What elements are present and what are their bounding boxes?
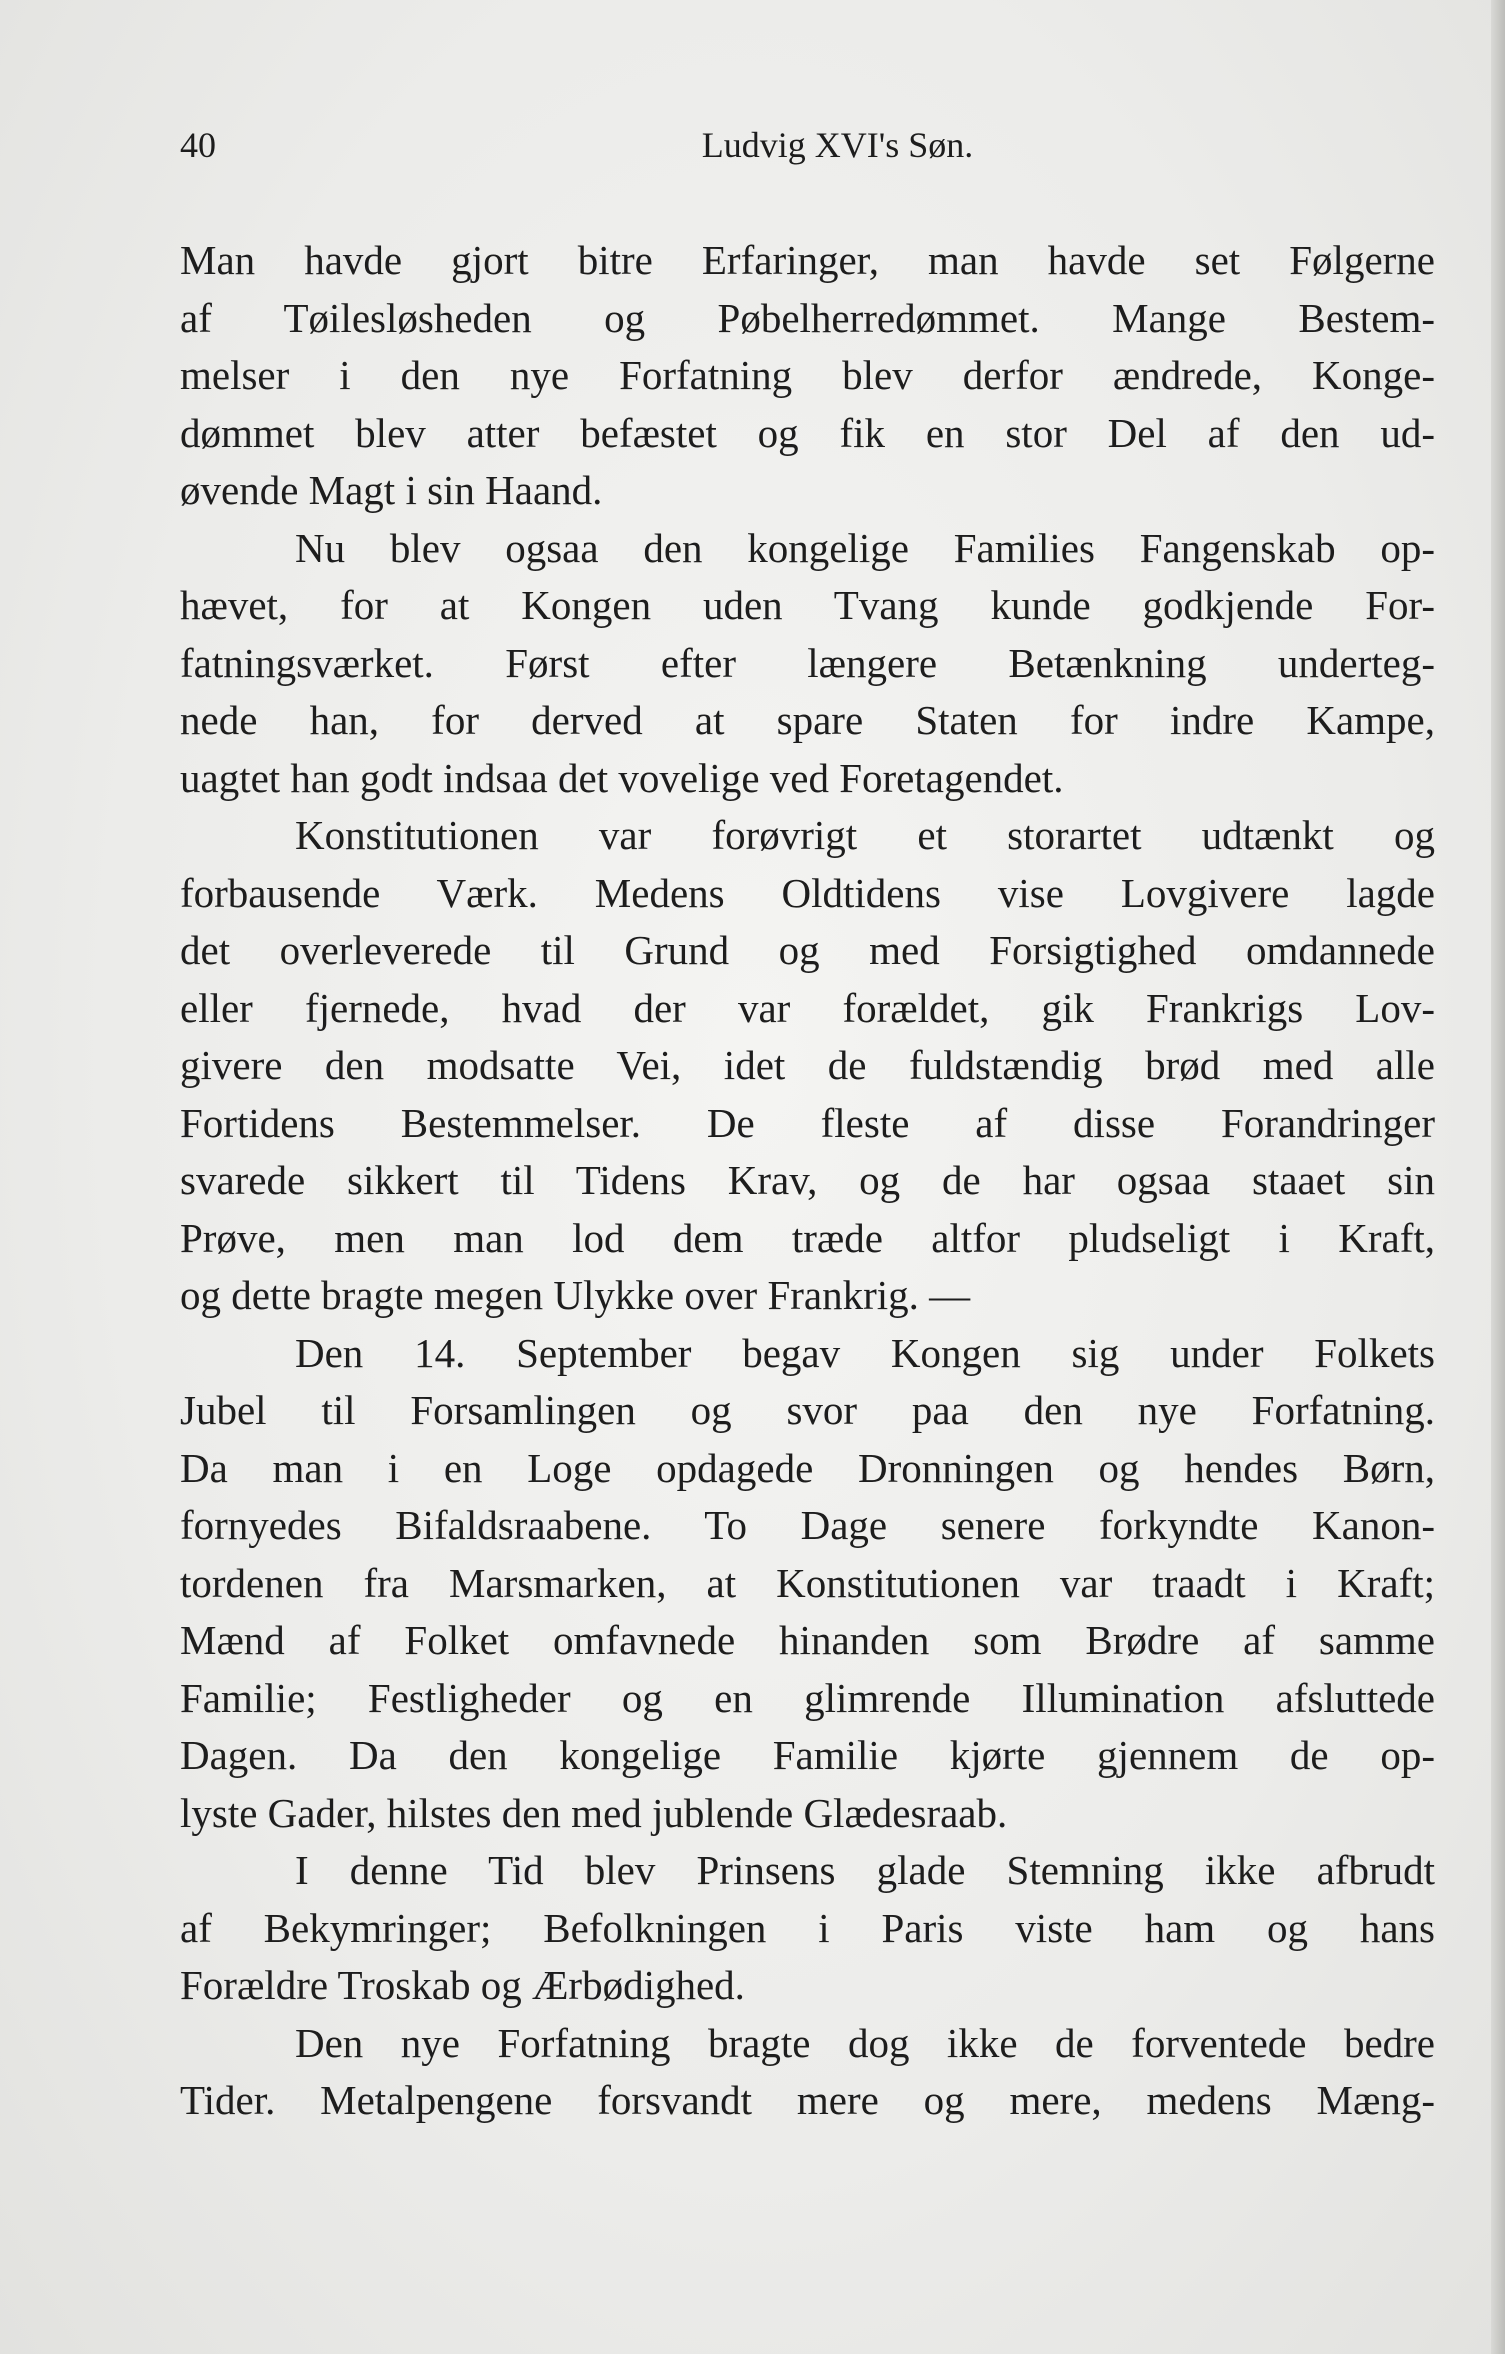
text-line: Prøve, men man lod dem træde altfor pludseligt i Kraft,	[180, 1214, 1435, 1261]
text-line: fornyedes Bifaldsraabene. To Dage senere forkyndte Kanon-	[180, 1502, 1435, 1548]
text-line: svarede sikkert til Tidens Krav, og de har ogsaa staaet sin	[180, 1157, 1435, 1203]
text-line: Da man i en Loge opdagede Dronningen og hendes Børn,	[180, 1444, 1435, 1491]
body-text	[180, 232, 1435, 2130]
text-line: Dagen. Da den kongelige Familie kjørte gjennem de op-	[180, 1732, 1435, 1778]
text-line: nede han, for derved at spare Staten for indre Kampe,	[180, 697, 1435, 743]
text-line: Nu blev ogsaa den kongelige Families Fangenskab op-	[295, 524, 1435, 571]
text-line: I denne Tid blev Prinsens glade Stemning ikke afbrudt	[295, 1847, 1435, 1893]
text-line: Man havde gjort bitre Erfaringer, man havde set Følgerne	[180, 237, 1435, 283]
text-line: det overleverede til Grund og med Forsigtighed omdannede	[180, 927, 1435, 973]
text-line: givere den modsatte Vei, idet de fuldstændig brød med alle	[180, 1042, 1435, 1088]
text-line: fatningsværket. Først efter længere Betænkning underteg-	[180, 639, 1435, 686]
text-line: Familie; Festligheder og en glimrende Illumination afsluttede	[180, 1674, 1435, 1721]
text-line: Den nye Forfatning bragte dog ikke de forventede bedre	[295, 2019, 1435, 2066]
text-line: lyste Gader, hilstes den med jublende Glædesraab.	[180, 1789, 1008, 1836]
text-line: Tider. Metalpengene forsvandt mere og mere, medens Mæng-	[180, 2077, 1435, 2123]
text-line: Den 14. September begav Kongen sig under Folkets	[295, 1329, 1435, 1376]
text-line: Mænd af Folket omfavnede hinanden som Brødre af samme	[180, 1617, 1435, 1663]
text-line: tordenen fra Marsmarken, at Konstitutionen var traadt i Kraft;	[180, 1559, 1435, 1606]
text-line: forbausende Værk. Medens Oldtidens vise Lovgivere lagde	[180, 869, 1435, 916]
page-number: 40	[180, 125, 216, 165]
running-title: Ludvig XVI's Søn.	[701, 125, 974, 165]
text-line: Konstitutionen var forøvrigt et storartet udtænkt og	[295, 812, 1435, 858]
text-line: eller fjernede, hvad der var forældet, gik Frankrigs Lov-	[180, 984, 1435, 1031]
text-line: øvende Magt i sin Haand.	[180, 467, 603, 513]
text-line: dømmet blev atter befæstet og fik en stor Del af den ud-	[180, 409, 1435, 456]
text-line: hævet, for at Kongen uden Tvang kunde godkjende For-	[180, 582, 1435, 628]
text-line: Jubel til Forsamlingen og svor paa den nye Forfatning.	[180, 1387, 1435, 1433]
text-line: og dette bragte megen Ulykke over Frankrig. —	[180, 1272, 971, 1318]
text-line: Fortidens Bestemmelser. De fleste af disse Forandringer	[180, 1099, 1435, 1146]
text-line: af Bekymringer; Befolkningen i Paris viste ham og hans	[180, 1904, 1435, 1951]
text-line: Forældre Troskab og Ærbødighed.	[180, 1962, 745, 2008]
text-line: af Tøilesløsheden og Pøbelherredømmet. Mange Bestem-	[180, 294, 1435, 341]
running-head	[180, 120, 1435, 170]
text-line: melser i den nye Forfatning blev derfor ændrede, Konge-	[180, 352, 1435, 398]
text-line: uagtet han godt indsaa det vovelige ved Foretagendet.	[180, 754, 1064, 801]
page-edge	[1491, 0, 1505, 2354]
